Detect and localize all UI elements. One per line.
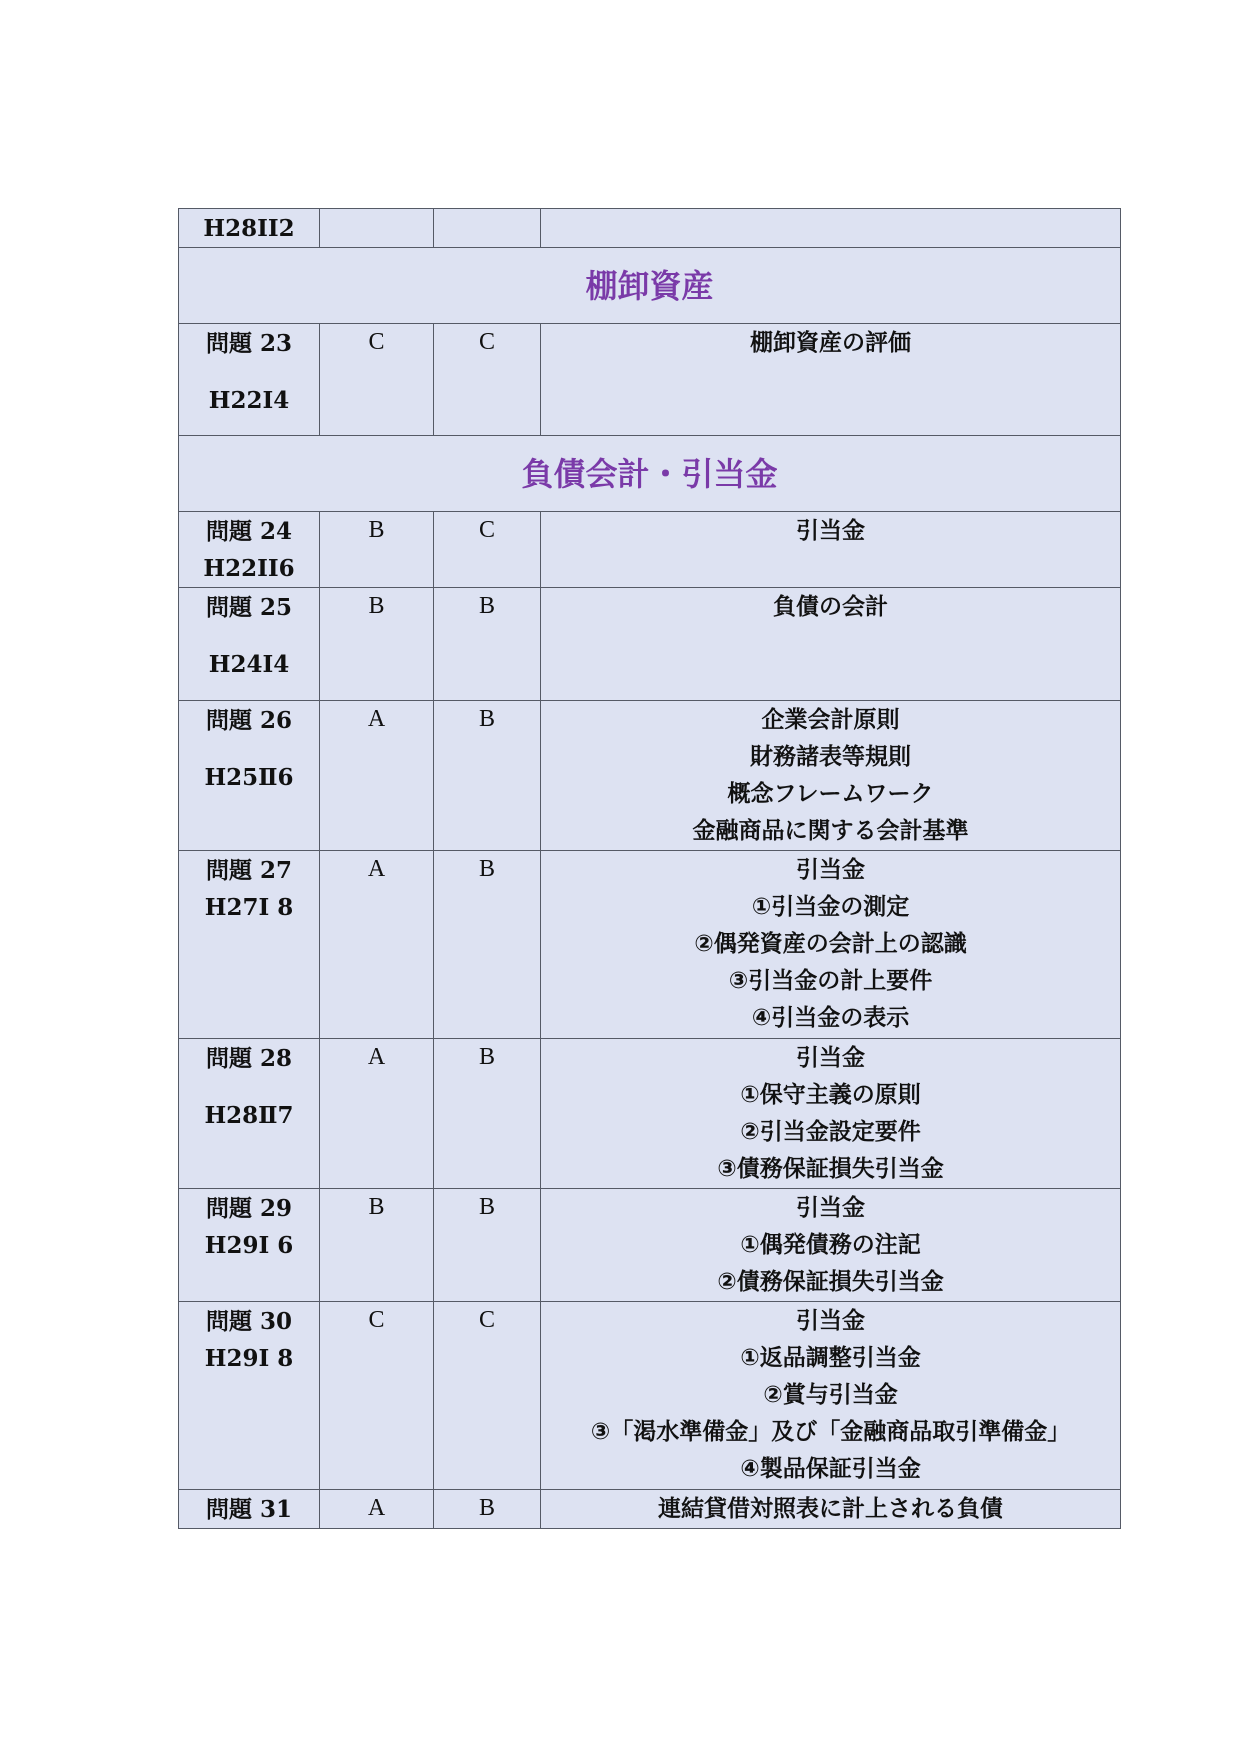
topic-line: ④製品保証引当金 (740, 1456, 921, 1482)
topic-line: 引当金 (796, 518, 865, 544)
rank-column-a (320, 209, 434, 248)
rank-column-a: C (320, 1302, 434, 1490)
topic-line: ④引当金の表示 (751, 1005, 910, 1031)
exam-topic-table-page (178, 208, 1120, 1529)
question-id-cell (179, 1039, 320, 1189)
topic-cell (541, 512, 1121, 588)
exam-topic-table (178, 208, 1121, 1529)
topic-line: ①保守主義の原則 (740, 1082, 921, 1108)
question-id-cell (179, 1302, 320, 1490)
topic-cell (541, 851, 1121, 1039)
topic-line: ③引当金の計上要件 (728, 968, 933, 994)
question-number: 問題 24 (205, 518, 292, 545)
topic-line: 引当金 (796, 1045, 865, 1071)
question-id-cell (179, 324, 320, 436)
table-row (179, 512, 1121, 588)
topic-line: 負債の会計 (773, 594, 888, 620)
spacer (179, 739, 319, 759)
exam-reference: H22Ⅰ4 (208, 387, 290, 414)
rank-column-a: C (320, 324, 434, 436)
spacer (179, 1077, 319, 1097)
section-title: 棚卸資産 (179, 248, 1121, 324)
topic-cell (541, 701, 1121, 851)
spacer (179, 626, 319, 646)
topic-cell (541, 324, 1121, 436)
question-id-cell (179, 1189, 320, 1302)
topic-cell (541, 588, 1121, 701)
table-row (179, 1490, 1121, 1529)
question-number: 問題 27 (205, 857, 292, 884)
topic-line: ①返品調整引当金 (740, 1345, 921, 1371)
rank-column-b: C (434, 324, 541, 436)
question-id-cell (179, 512, 320, 588)
rank-column-a: B (320, 588, 434, 701)
topic-line: ③「渇水準備金」及び「金融商品取引準備金」 (590, 1419, 1071, 1445)
rank-column-a: A (320, 851, 434, 1039)
topic-line: 概念フレームワーク (727, 781, 934, 807)
question-number: 問題 26 (205, 707, 292, 734)
rank-column-b: C (434, 512, 541, 588)
topic-line: ②債務保証損失引当金 (717, 1269, 944, 1295)
rank-column-a: A (320, 1490, 434, 1529)
question-number: 問題 28 (205, 1045, 292, 1072)
table-row (179, 1189, 1121, 1302)
topic-line: 引当金 (796, 857, 865, 883)
rank-column-b: B (434, 701, 541, 851)
question-number: 問題 23 (205, 330, 292, 357)
topic-line: 連結貸借対照表に計上される負債 (658, 1496, 1003, 1522)
table-row (179, 1302, 1121, 1490)
topic-line: ②偶発資産の会計上の認識 (694, 931, 967, 957)
topic-line: 金融商品に関する会計基準 (692, 818, 969, 844)
table-row (179, 588, 1121, 701)
question-id-cell (179, 1490, 320, 1529)
exam-reference: H27I 8 (204, 894, 294, 921)
table-row (179, 851, 1121, 1039)
exam-reference: H25Ⅱ6 (204, 764, 294, 791)
topic-line: 棚卸資産の評価 (750, 330, 911, 356)
rank-column-b: B (434, 851, 541, 1039)
topic-line: 財務諸表等規則 (750, 744, 911, 770)
section-title: 負債会計・引当金 (179, 436, 1121, 512)
question-number: 問題 29 (205, 1195, 292, 1222)
question-number: 問題 31 (205, 1496, 292, 1523)
rank-column-a: A (320, 701, 434, 851)
rank-column-b: B (434, 1039, 541, 1189)
topic-cell (541, 1302, 1121, 1490)
topic-cell (541, 1490, 1121, 1529)
exam-reference: H29I 8 (204, 1345, 294, 1372)
topic-line: ①偶発債務の注記 (740, 1232, 921, 1258)
table-row (179, 209, 1121, 248)
question-id-cell (179, 209, 320, 248)
topic-line: 引当金 (796, 1308, 865, 1334)
exam-reference: H22II6 (203, 555, 295, 582)
topic-line: ①引当金の測定 (751, 894, 910, 920)
rank-column-b: B (434, 588, 541, 701)
rank-column-a: B (320, 1189, 434, 1302)
question-id-cell (179, 851, 320, 1039)
table-body (179, 209, 1121, 1529)
topic-cell (541, 209, 1121, 248)
topic-line: 引当金 (796, 1195, 865, 1221)
spacer (179, 362, 319, 382)
topic-line: ②賞与引当金 (763, 1382, 898, 1408)
exam-reference: H28Ⅱ7 (204, 1102, 294, 1129)
question-id-cell (179, 701, 320, 851)
rank-column-b (434, 209, 541, 248)
topic-cell (541, 1039, 1121, 1189)
rank-column-b: B (434, 1490, 541, 1529)
exam-reference: H24Ⅰ4 (208, 651, 290, 678)
table-row (179, 701, 1121, 851)
question-number: 問題 25 (205, 594, 292, 621)
exam-reference: H28II2 (203, 215, 295, 242)
question-number: 問題 30 (205, 1308, 292, 1335)
question-id-cell (179, 588, 320, 701)
section-header-row (179, 436, 1121, 512)
section-header-row (179, 248, 1121, 324)
topic-line: ③債務保証損失引当金 (717, 1156, 944, 1182)
rank-column-b: B (434, 1189, 541, 1302)
topic-cell (541, 1189, 1121, 1302)
table-row (179, 1039, 1121, 1189)
rank-column-a: B (320, 512, 434, 588)
rank-column-b: C (434, 1302, 541, 1490)
topic-line: ②引当金設定要件 (740, 1119, 921, 1145)
rank-column-a: A (320, 1039, 434, 1189)
topic-line: 企業会計原則 (761, 707, 900, 733)
table-row (179, 324, 1121, 436)
exam-reference: H29I 6 (204, 1232, 294, 1259)
